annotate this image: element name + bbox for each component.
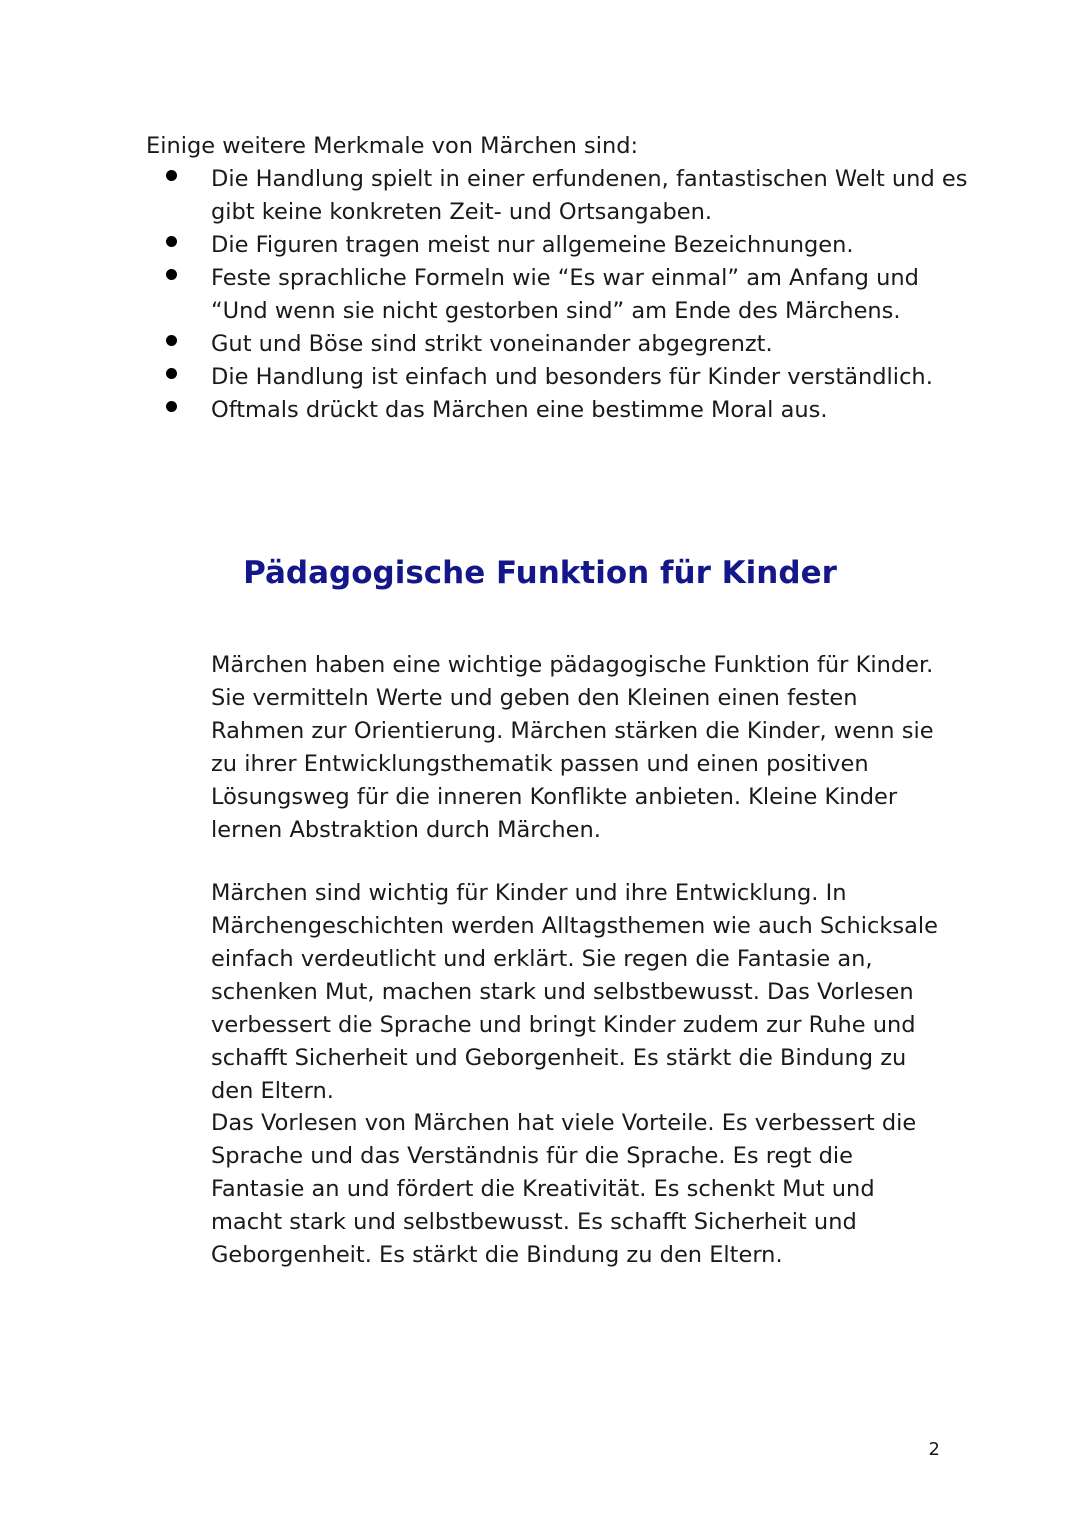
paragraph-vorlesen-vorteile: Das Vorlesen von Märchen hat viele Vorteile. Es verbessert die Sprache und das Verständnis für die Sprache. Es regt die Fantasie an und fördert die Kreativität. Es schenkt Mut und macht stark und selbstbewusst. Es schafft Sicherheit und Geborgenheit. Es stärkt die Bindung zu den Eltern. (211, 1110, 917, 1268)
list-item (0, 262, 971, 328)
page-number: 2 (928, 1439, 940, 1460)
section-heading: Pädagogische Funktion für Kinder (243, 555, 837, 591)
list-item-text: Die Figuren tragen meist nur allgemeine Bezeichnungen. (211, 232, 854, 258)
paragraph-paedagogische-funktion: Märchen haben eine wichtige pädagogische Funktion für Kinder. Sie vermitteln Werte und geben den Kleinen einen festen Rahmen zur Orientierung. Märchen stärken die Kinder, wenn sie zu ihrer Entwicklungsthematik passen und einen positiven Lösungsweg für die inneren Konflikte anbieten. Kleine Kinder lernen Abstraktion durch Märchen. (211, 652, 934, 843)
list-item (0, 229, 971, 262)
list-item (0, 361, 971, 394)
list-item-text: Oftmals drückt das Märchen eine bestimme Moral aus. (211, 397, 828, 423)
bullet-icon (166, 170, 177, 181)
list-item (0, 163, 971, 229)
list-item-text: Feste sprachliche Formeln wie “Es war einmal” am Anfang und “Und wenn sie nicht gestorben sind” am Ende des Märchens. (211, 265, 919, 324)
list-item-text: Die Handlung spielt in einer erfundenen, fantastischen Welt und es gibt keine konkreten Zeit- und Ortsangaben. (211, 166, 968, 225)
intro-text: Einige weitere Merkmale von Märchen sind: (146, 133, 639, 159)
bullet-icon (166, 335, 177, 346)
list-item-text: Gut und Böse sind strikt voneinander abgegrenzt. (211, 331, 773, 357)
paragraph-entwicklung: Märchen sind wichtig für Kinder und ihre Entwicklung. In Märchengeschichten werden Alltagsthemen wie auch Schicksale einfach verdeutlicht und erklärt. Sie regen die Fantasie an, schenken Mut, machen stark und selbstbewusst. Das Vorlesen verbessert die Sprache und bringt Kinder zudem zur Ruhe und schafft Sicherheit und Geborgenheit. Es stärkt die Bindung zu den Eltern. (211, 880, 939, 1104)
bullet-icon (166, 236, 177, 247)
features-list (0, 163, 1080, 427)
list-item (0, 394, 971, 427)
list-item (0, 328, 971, 361)
bullet-icon (166, 368, 177, 379)
bullet-icon (166, 269, 177, 280)
bullet-icon (166, 401, 177, 412)
list-item-text: Die Handlung ist einfach und besonders für Kinder verständlich. (211, 364, 933, 390)
